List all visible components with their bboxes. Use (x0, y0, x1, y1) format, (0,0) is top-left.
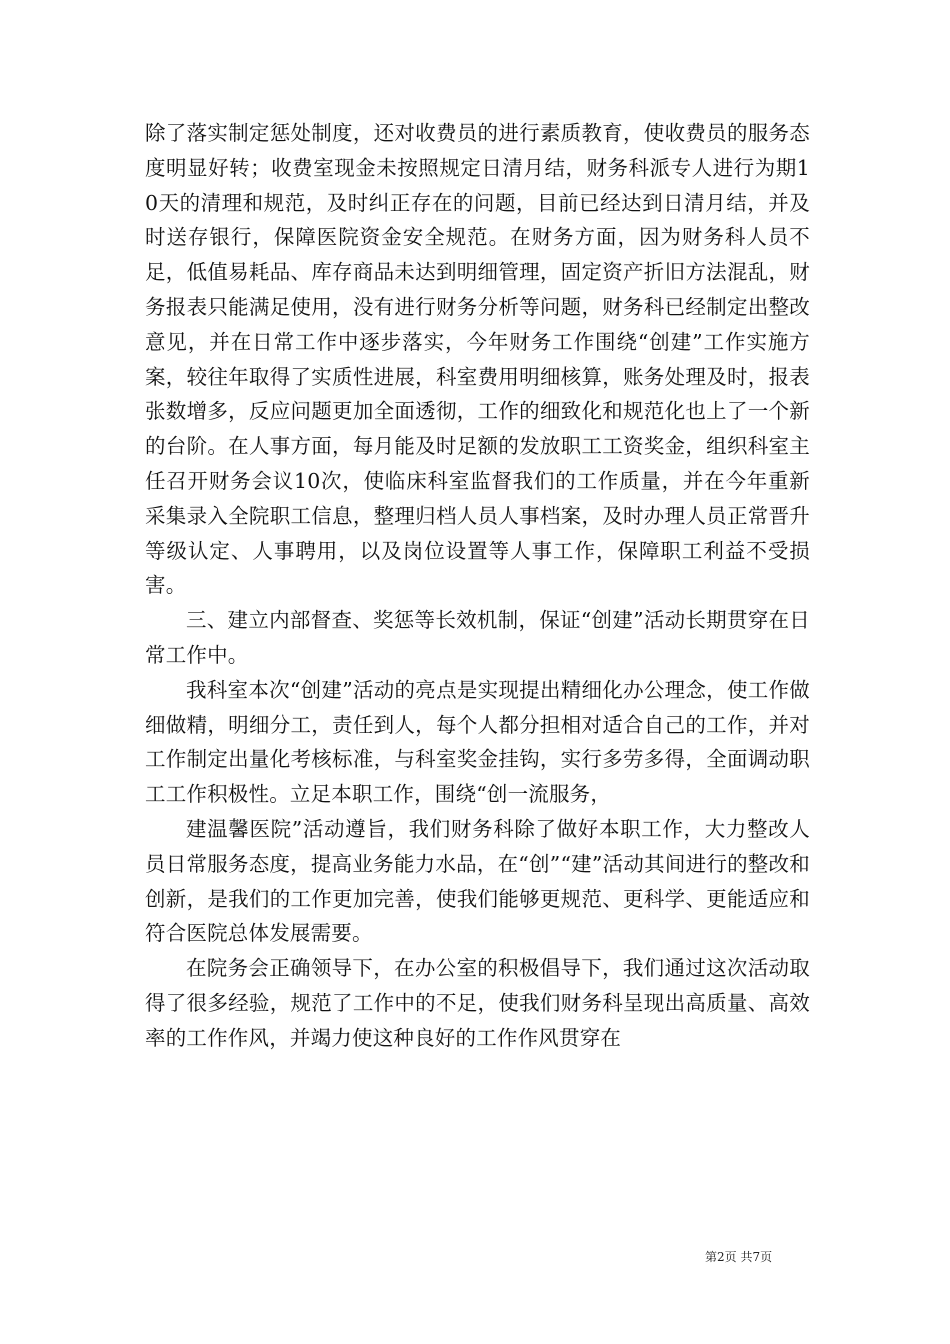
paragraph-1: 除了落实制定惩处制度，还对收费员的进行素质教育，使收费员的服务态度明显好转；收费室现金未按照规定日清月结，财务科派专人进行为期10天的清理和规范，及时纠正存在的问题，目前已经达到日清月结，并及时送存银行，保障医院资金安全规范。在财务方面，因为财务科人员不足，低值易耗品、库存商品未达到明细管理，固定资产折旧方法混乱，财务报表只能满足使用，没有进行财务分析等问题，财务科已经制定出整改意见，并在日常工作中逐步落实，今年财务工作围绕“创建”工作实施方案，较往年取得了实质性进展，科室费用明细核算，账务处理及时，报表张数增多，反应问题更加全面透彻，工作的细致化和规范化也上了一个新的台阶。在人事方面，每月能及时足额的发放职工工资奖金，组织科室主任召开财务会议10次，使临床科室监督我们的工作质量，并在今年重新采集录入全院职工信息，整理归档人员人事档案，及时办理人员正常晋升等级认定、人事聘用，以及岗位设置等人事工作，保障职工利益不受损害。 (145, 121, 810, 598)
paragraph-4: 建温馨医院”活动遵旨，我们财务科除了做好本职工作，大力整改人员日常服务态度，提高业务能力水品，在“创”“建”活动其间进行的整改和创新，是我们的工作更加完善，使我们能够更规范、更科学、更能适应和符合医院总体发展需要。 (145, 816, 810, 946)
page-number-footer: 第2页 共7页 (705, 1250, 773, 1264)
paragraph-3: 我科室本次“创建”活动的亮点是实现提出精细化办公理念，使工作做细做精，明细分工，责任到人，每个人都分担相对适合自己的工作，并对工作制定出量化考核标准，与科室奖金挂钩，实行多劳多得，全面调动职工工作积极性。立足本职工作，围绕“创一流服务， (145, 677, 810, 807)
paragraph-2-section-heading: 三、建立内部督查、奖惩等长效机制，保证“创建”活动长期贯穿在日常工作中。 (145, 608, 810, 667)
paragraph-5: 在院务会正确领导下，在办公室的积极倡导下，我们通过这次活动取得了很多经验，规范了工作中的不足，使我们财务科呈现出高质量、高效率的工作作风，并竭力使这种良好的工作作风贯穿在 (145, 956, 810, 1050)
document-body (145, 116, 810, 1056)
